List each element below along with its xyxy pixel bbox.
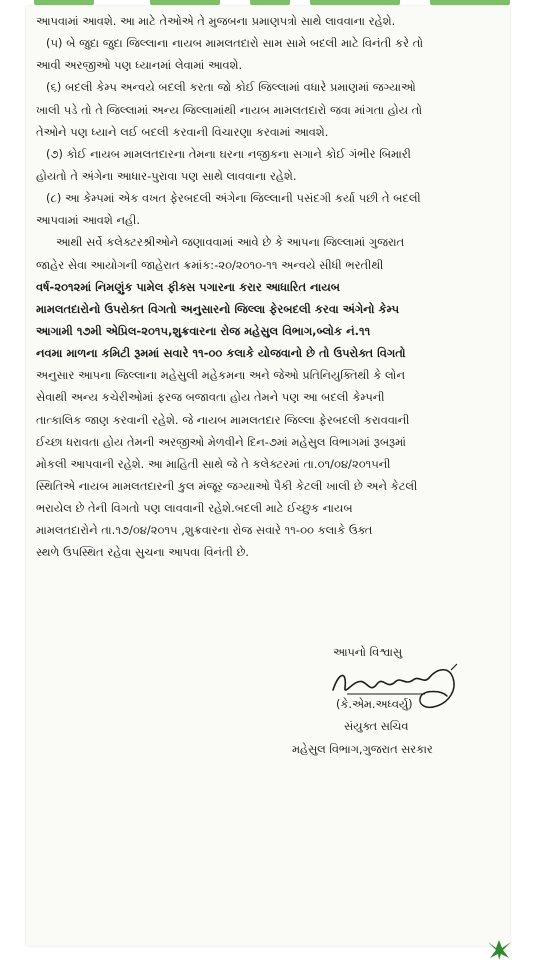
signatory-name: (કે.એમ.અધ્વર્યુ) (336, 698, 413, 711)
body-line: (૭) કોઈ નાયબ મામલતદારના તેમના ઘરના નજીકના સગાને કોઈ ગંભીર બિમારી (46, 147, 411, 161)
body-line: જાહેર સેવા આયોગની જાહેરાત ક્રમાંક:-૨૦/૨૦૧૦-૧૧ અન્વયે સીધી ભરતીથી (36, 258, 384, 272)
body-line: આથી સર્વે કલેક્ટરશ્રીઓને જણાવવામાં આવે છે કે આપના જિલ્લામાં ગુજરાત (56, 236, 405, 250)
body-line: અનુસાર આપના જિલ્લાના મહેસુલી મહેકમના અને જેઓ પ્રતિનિયુક્તિથી કે લોન (36, 369, 405, 383)
header-fragment (34, 0, 94, 5)
body-line-bold: વર્ષ-૨૦૧૨માં નિમણુંક પામેલ ફીક્સ પગારના કરાર આધારિત નાયબ (36, 280, 340, 294)
body-line: (૮) આ કેમ્પમાં એક વખત ફેરબદલી અંગેના જિલ્લાની પસંદગી કર્યા પછી તે બદલી (46, 192, 421, 206)
header-fragment (150, 0, 220, 5)
body-line: સ્થળે ઉપસ્થિત રહેવા સુચના આપવા વિનંતી છે. (36, 546, 250, 560)
body-line: (૫) બે જુદા જુદા જિલ્લાના નાયબ મામલતદારો સામ સામે બદલી માટે વિનંતી કરે તો (46, 37, 424, 51)
body-line: સ્થિતિએ નાયબ મામલતદારની કુલ મંજૂર જગ્યાઓ પૈકી કેટલી ખાલી છે અને કેટલી (36, 479, 418, 493)
body-line: હોયતો તે અંગેના આધાર-પુરાવા પણ સાથે લાવવાના રહેશે. (36, 169, 297, 183)
body-line: (૬) બદલી કેમ્પ અન્વયે બદલી કરતા જો કોઈ જિલ્લામાં વધારે પ્રમાણમાં જગ્યાઓ (46, 81, 416, 95)
closing-text: આપનો વિશ્વાસુ (333, 646, 403, 659)
body-line: મામલતદારોને તા.૧૭/૦૪/૨૦૧૫ ,શુક્રવારના રોજ સવારે ૧૧-૦૦ કલાકે ઉક્ત (36, 524, 373, 538)
body-line-bold: મામલતદારોનો ઉપરોક્ત વિગતો અનુસારનો જિલ્લા ફેરબદલી કરવા અંગેનો કેમ્પ (36, 302, 400, 316)
body-line: આપવામાં આવશે નહી. (36, 214, 141, 228)
body-line: તેઓને પણ ધ્યાને લઈ બદલી કરવાની વિચારણા કરવામાં આવશે. (36, 125, 329, 139)
body-line: ભરાયેલ છે તેની વિગતો પણ લાવવાની રહેશે.બદલી માટે ઈચ્છુક નાયબ (36, 502, 353, 516)
header-fragment (250, 0, 290, 5)
body-line-bold: આગામી ૧૭મી એપ્રિલ-૨૦૧૫,શુક્રવારના રોજ મહેસુલ વિભાગ,બ્લોક નં.૧૧ (36, 324, 371, 338)
header-fragment (310, 0, 400, 5)
signature-block (0, 640, 540, 770)
body-line: સેવાથી અન્ય કચેરીઓમાં ફરજ બજાવતા હોય તેમને પણ આ બદલી કેમ્પની (36, 391, 385, 405)
body-line: તાત્કાલિક જાણ કરવાની રહેશે. જે નાયબ મામલતદાર જિલ્લા ફેરબદલી કરાવવાની (36, 413, 410, 427)
header-fragment (430, 0, 510, 5)
body-line: આપવામાં આવશે. આ માટે તેઓએ તે મુજબના પ્રમાણપત્રો સાથે લાવવાના રહેશે. (36, 15, 396, 28)
body-line: મોકલી આપવાની રહેશે. આ માહિતી સાથે જે તે કલેક્ટરમાં તા.૦૧/૦૪/૨૦૧૫ની (36, 457, 391, 471)
signatory-designation: સંયુક્ત સચિવ (344, 720, 409, 733)
body-line: ખાલી પડે તો તે જિલ્લામાં અન્ય જિલ્લામાંથી નાયબ મામલતદારો જવા માંગતા હોય તો (36, 103, 423, 117)
signatory-department: મહેસુલ વિભાગ,ગુજરાત સરકાર (292, 743, 433, 756)
document-body (36, 11, 504, 565)
body-line-bold: નવમા માળના કમિટી રૂમમાં સવારે ૧૧-૦૦ કલાકે યોજવાનો છે તો ઉપરોક્ત વિગતો (36, 347, 406, 361)
body-line: આવી અરજીઓ પણ ધ્યાનમાં લેવામાં આવશે. (36, 59, 243, 73)
corner-leaf-icon (486, 938, 512, 960)
body-line: ઈચ્છા ધરાવતા હોય તેમની અરજીઓ મેળવીને દિન-૭માં મહેસુલ વિભાગમાં રૂબરૂમાં (36, 435, 406, 449)
